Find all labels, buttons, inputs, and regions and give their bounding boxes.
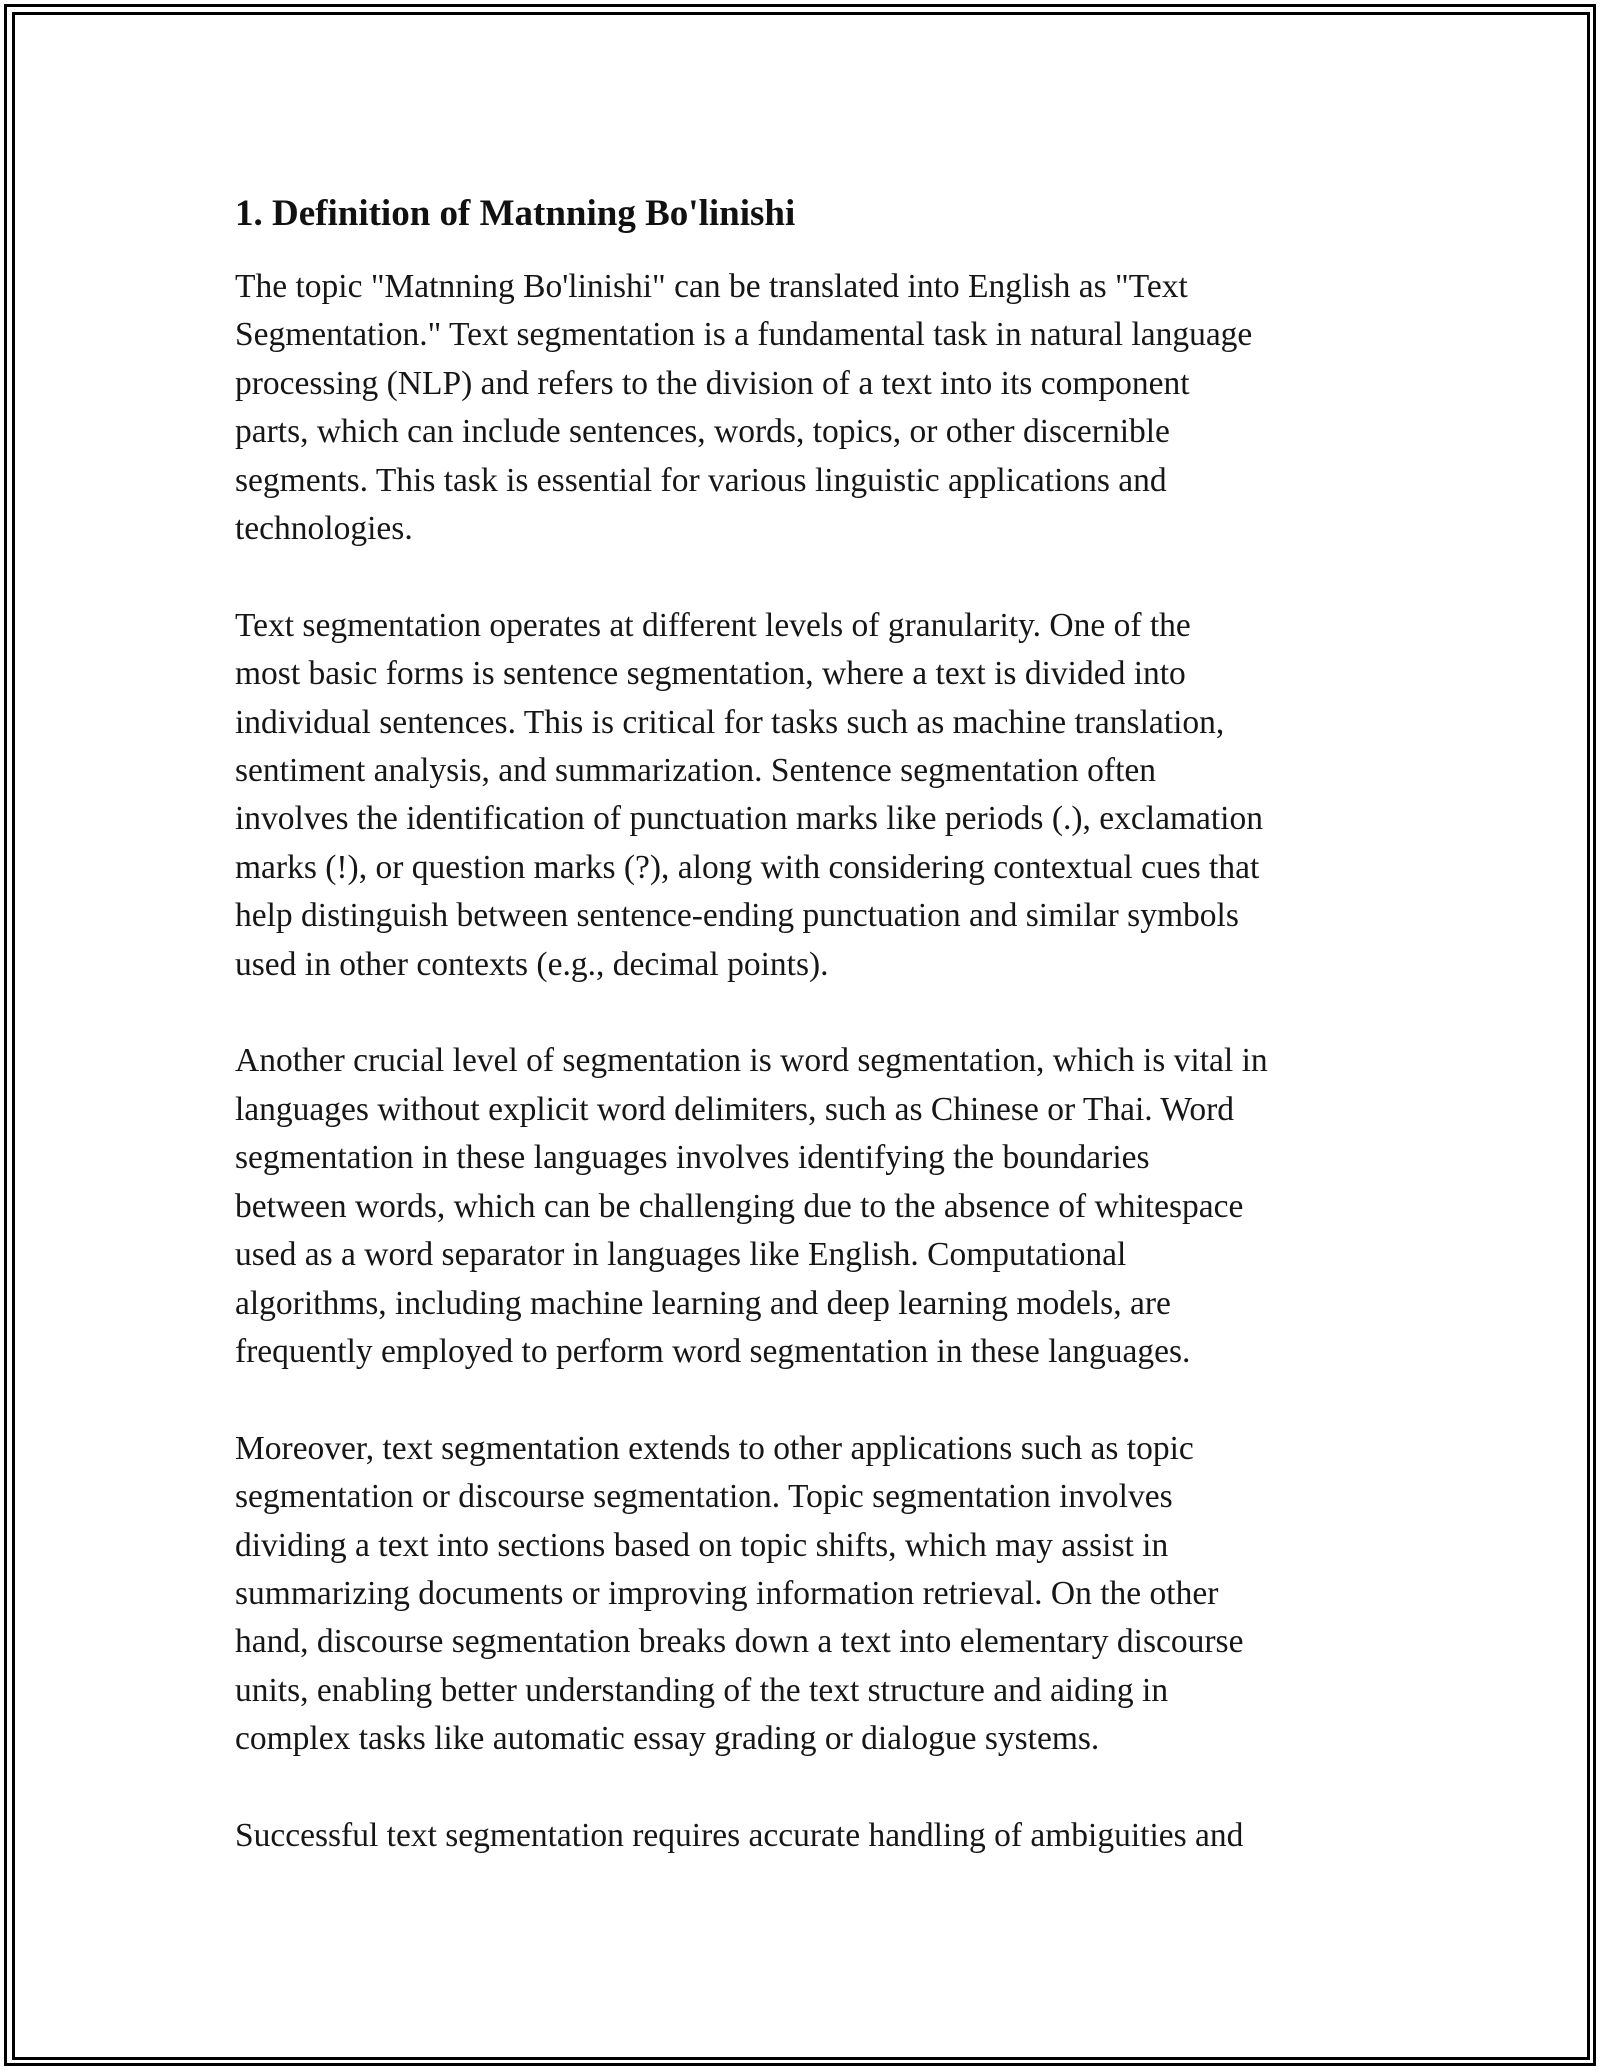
paragraph-3 — [235, 1037, 1375, 1376]
text-line: most basic forms is sentence segmentation, where a text is divided into — [235, 655, 1186, 693]
text-line: technologies. — [235, 510, 413, 548]
text-line: frequently employed to perform word segmentation in these languages. — [235, 1332, 1191, 1370]
text-line: The topic "Matnning Bo'linishi" can be translated into English as "Text — [235, 268, 1188, 305]
text-line: Segmentation." Text segmentation is a fundamental task in natural language — [235, 316, 1253, 354]
text-line: marks (!), or question marks (?), along with considering contextual cues that — [235, 848, 1260, 886]
text-line: Moreover, text segmentation extends to other applications such as topic — [235, 1429, 1194, 1467]
paragraph-5 — [235, 1812, 1375, 1860]
text-line: processing (NLP) and refers to the division of a text into its component — [235, 364, 1190, 402]
text-line: units, enabling better understanding of the text structure and aiding in — [235, 1671, 1169, 1709]
text-line: Text segmentation operates at different levels of granularity. One of the — [235, 606, 1191, 644]
text-line: languages without explicit word delimiters, such as Chinese or Thai. Word — [235, 1090, 1235, 1128]
text-line: sentiment analysis, and summarization. Sentence segmentation often — [235, 752, 1157, 790]
text-line: segmentation or discourse segmentation. Topic segmentation involves — [235, 1478, 1173, 1516]
text-line: Another crucial level of segmentation is word segmentation, which is vital in — [235, 1042, 1268, 1080]
text-line: involves the identification of punctuation marks like periods (.), exclamation — [235, 800, 1263, 838]
paragraph-1 — [235, 263, 1375, 553]
text-line: between words, which can be challenging due to the absence of whitespace — [235, 1187, 1244, 1225]
text-line: used in other contexts (e.g., decimal points). — [235, 945, 829, 983]
text-line: segmentation in these languages involves identifying the boundaries — [235, 1139, 1150, 1177]
text-line: summarizing documents or improving information retrieval. On the other — [235, 1574, 1219, 1612]
paragraph-4 — [235, 1425, 1375, 1764]
text-line: Successful text segmentation requires accurate handling of ambiguities and — [235, 1816, 1244, 1854]
text-line: algorithms, including machine learning and deep learning models, are — [235, 1284, 1171, 1322]
text-line: individual sentences. This is critical for tasks such as machine translation, — [235, 703, 1225, 741]
text-line: segments. This task is essential for various linguistic applications and — [235, 461, 1167, 499]
text-line: dividing a text into sections based on topic shifts, which may assist in — [235, 1526, 1169, 1564]
paragraph-2 — [235, 602, 1375, 989]
document-body — [235, 185, 1375, 1909]
text-line: hand, discourse segmentation breaks down a text into elementary discourse — [235, 1623, 1244, 1661]
text-line: parts, which can include sentences, words, topics, or other discernible — [235, 413, 1170, 451]
text-line: help distinguish between sentence-ending punctuation and similar symbols — [235, 897, 1239, 935]
section-heading: 1. Definition of Matnning Bo'linishi — [235, 193, 796, 234]
text-line: used as a word separator in languages like English. Computational — [235, 1236, 1127, 1274]
text-line: complex tasks like automatic essay grading or dialogue systems. — [235, 1720, 1100, 1758]
